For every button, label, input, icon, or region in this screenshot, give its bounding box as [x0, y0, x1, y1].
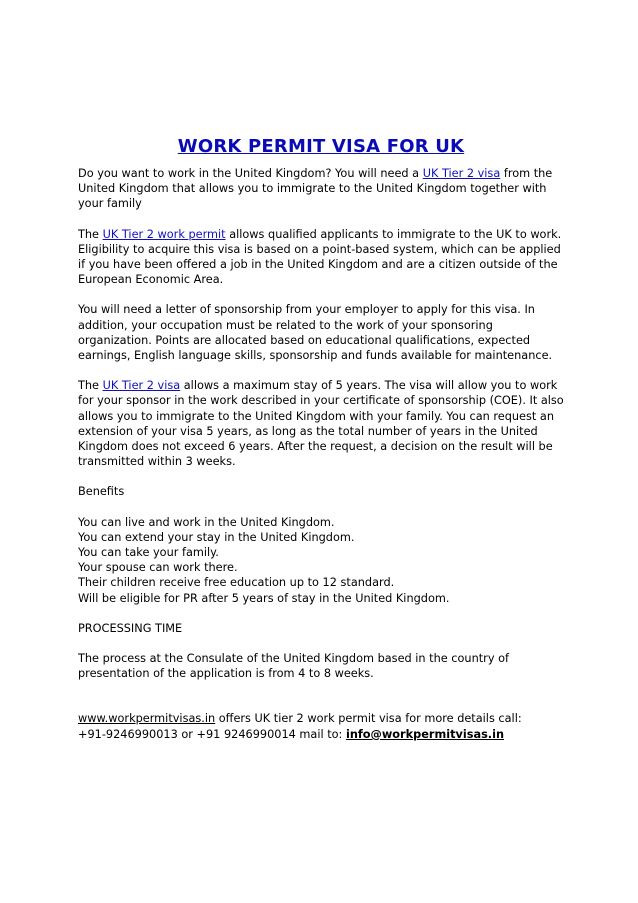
para4-text-after: allows a maximum stay of 5 years. The visa will allow you to work for your sponsor in the work described in your certificate of sponsorship (COE). It also allows you to immigrate to the United Kingdom with your family. You can request an extension of your visa 5 years, as long as the total number of years in the United Kingdom does not exceed 6 years. After the request, a decision on the result will be transmitted within 3 weeks. — [78, 379, 564, 469]
uk-tier2-visa-link[interactable]: UK Tier 2 visa — [422, 167, 501, 180]
processing-heading: PROCESSING TIME — [78, 621, 183, 635]
intro-text-after: from the United Kingdom that allows you to immigrate to the United Kingdom together with your family — [78, 167, 553, 211]
benefit-item: Your spouse can work there. — [78, 561, 238, 575]
benefit-item: You can take your family. — [78, 546, 219, 560]
intro-text-before: Do you want to work in the United Kingdom? You will need a — [78, 167, 423, 180]
uk-tier2-visa-link-2[interactable]: UK Tier 2 visa — [102, 379, 181, 393]
document-page — [78, 135, 564, 742]
benefit-item: You can live and work in the United Kingdom. — [78, 515, 335, 529]
benefit-item: Will be eligible for PR after 5 years of stay in the United Kingdom. — [78, 591, 450, 605]
intro-paragraph — [78, 166, 564, 212]
sponsorship-paragraph: You will need a letter of sponsorship from your employer to apply for this visa. In addition, your occupation must be related to the work of your sponsoring organization. Points are allocated based on educational qualifications, expected earnings, English language skills, sponsorship and funds available for maintenance. — [78, 303, 553, 363]
para2-text-after: allows qualified applicants to immigrate to the UK to work. Eligibility to acquire this visa is based on a point-based system, which can be applied if you have been offered a job in the United Kingdom and are a citizen outside of the European Economic Area. — [78, 227, 562, 287]
para2-text-before: The — [78, 227, 103, 241]
max-stay-paragraph — [78, 378, 564, 469]
footer-text-1: offers UK tier 2 work permit visa for more details call: — [215, 712, 522, 726]
para4-text-before: The — [78, 379, 103, 393]
benefit-item: Their children receive free education up to 12 standard. — [78, 576, 395, 590]
footer-contact — [78, 711, 564, 741]
footer-text-2: +91-9246990013 or +91 9246990014 mail to: — [78, 727, 346, 741]
work-permit-paragraph — [78, 227, 564, 288]
uk-tier2-work-permit-link[interactable]: UK Tier 2 work permit — [102, 227, 226, 241]
processing-paragraph: The process at the Consulate of the United Kingdom based in the country of presentation of the application is from 4 to 8 weeks. — [78, 652, 509, 681]
email-link[interactable]: info@workpermitvisas.in — [345, 727, 505, 741]
benefits-list — [78, 515, 564, 606]
website-link[interactable]: www.workpermitvisas.in — [78, 712, 216, 726]
spacer — [78, 696, 564, 711]
benefit-item: You can extend your stay in the United Kingdom. — [78, 530, 355, 544]
document-title: WORK PERMIT VISA FOR UK — [177, 136, 465, 157]
benefits-heading: Benefits — [78, 485, 125, 499]
